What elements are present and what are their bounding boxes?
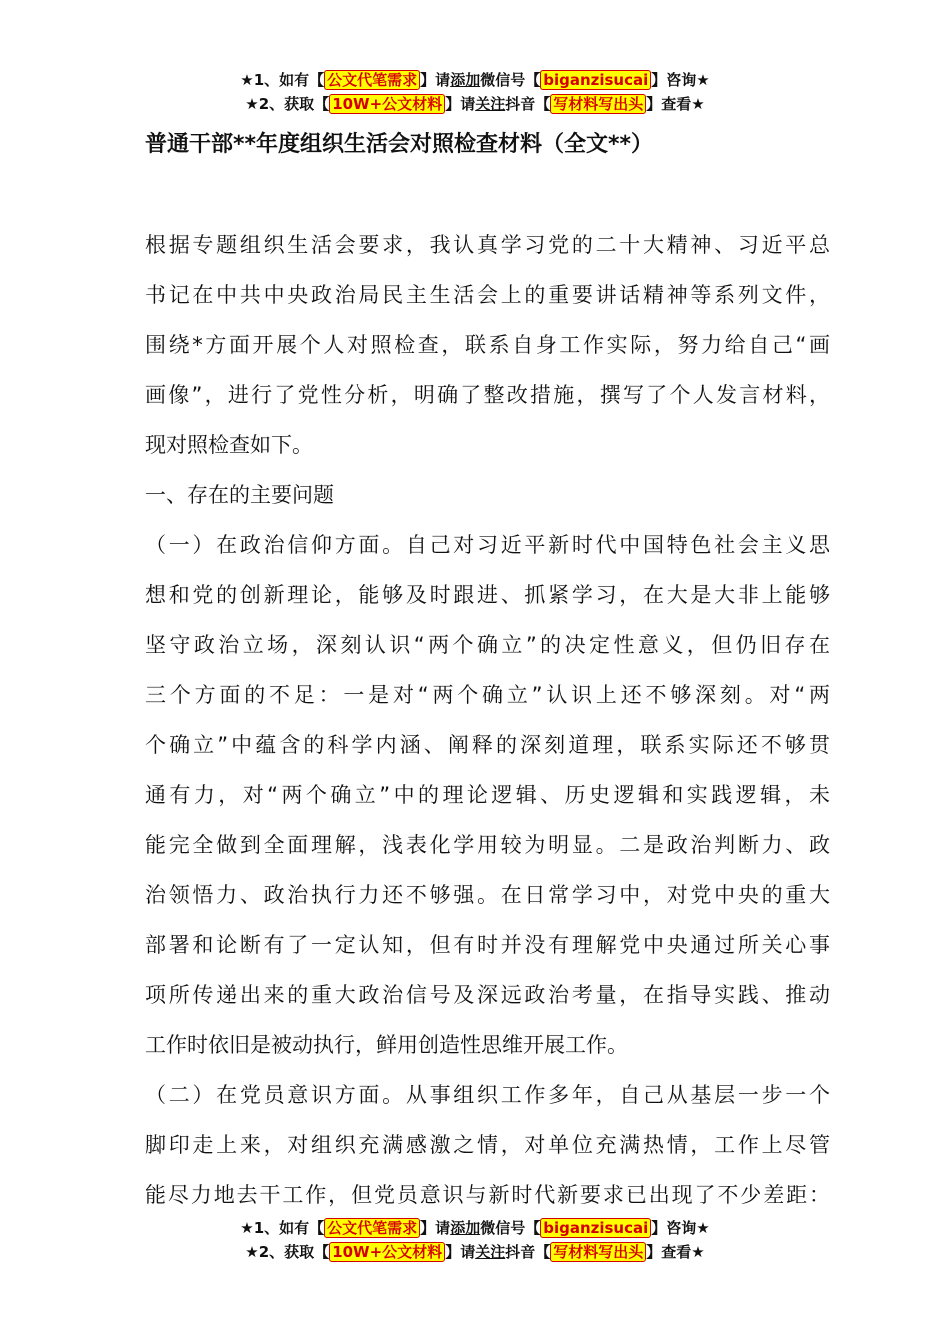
promo-emphasis: 添加 — [450, 1219, 481, 1237]
promo-highlight: 10W+公文材料 — [329, 94, 445, 114]
text-line: 根据专题组织生活会要求，我认真学习党的二十大精神、习近平总 — [145, 233, 830, 257]
text-line: 一、存在的主要问题 — [145, 483, 334, 507]
promo-text: 】请 — [445, 95, 476, 113]
text-line: 画像”，进行了党性分析，明确了整改措施，撰写了个人发言材料， — [145, 383, 830, 407]
document-body — [145, 220, 830, 1220]
promo-text: ★2、获取【 — [245, 1243, 330, 1261]
promo-wechat-id: biganzisucai — [540, 70, 651, 90]
header-promo-banner — [0, 68, 950, 116]
text-line: 项所传递出来的重大政治信号及深远政治考量，在指导实践、推动 — [145, 983, 830, 1007]
text-line: 三个方面的不足：一是对“两个确立”认识上还不够深刻。对“两 — [145, 683, 830, 707]
promo-wechat-id: biganzisucai — [540, 1218, 651, 1238]
text-line: 部署和论断有了一定认知，但有时并没有理解党中央通过所关心事 — [145, 933, 830, 957]
promo-line-2 — [0, 92, 950, 116]
text-line: （二）在党员意识方面。从事组织工作多年，自己从基层一步一个 — [145, 1083, 830, 1107]
text-line: 想和党的创新理论，能够及时跟进、抓紧学习，在大是大非上能够 — [145, 583, 830, 607]
promo-text: ★1、如有【 — [240, 71, 325, 89]
text-line: 脚印走上来，对组织充满感激之情，对单位充满热情，工作上尽管 — [145, 1133, 830, 1157]
text-line: 坚守政治立场，深刻认识“两个确立”的决定性意义，但仍旧存在 — [145, 633, 830, 657]
text-line: 工作时依旧是被动执行，鲜用创造性思维开展工作。 — [145, 1033, 628, 1057]
text-line: 能完全做到全面理解，浅表化学用较为明显。二是政治判断力、政 — [145, 833, 830, 857]
party-awareness-paragraph — [145, 1070, 830, 1220]
promo-line-1 — [0, 1216, 950, 1240]
text-line: 个确立”中蕴含的科学内涵、阐释的深刻道理，联系实际还不够贯 — [145, 733, 830, 757]
promo-text: 】咨询★ — [651, 1219, 710, 1237]
promo-emphasis: 关注 — [475, 95, 506, 113]
text-line: 治领悟力、政治执行力还不够强。在日常学习中，对党中央的重大 — [145, 883, 830, 907]
text-line: 围绕*方面开展个人对照检查，联系自身工作实际，努力给自己“画 — [145, 333, 830, 357]
promo-line-2 — [0, 1240, 950, 1264]
promo-text: 】查看★ — [646, 95, 705, 113]
promo-highlight: 10W+公文材料 — [329, 1242, 445, 1262]
promo-text: 】咨询★ — [651, 71, 710, 89]
text-line: 现对照检查如下。 — [145, 433, 313, 457]
promo-text: 微信号【 — [480, 1219, 541, 1237]
intro-paragraph — [145, 220, 830, 470]
promo-text: ★1、如有【 — [240, 1219, 325, 1237]
text-line: 能尽力地去干工作，但党员意识与新时代新要求已出现了不少差距： — [145, 1183, 830, 1207]
promo-text: 微信号【 — [480, 71, 541, 89]
text-line: （一）在政治信仰方面。自己对习近平新时代中国特色社会主义思 — [145, 533, 830, 557]
section-heading — [145, 470, 830, 520]
promo-text: 抖音【 — [505, 95, 551, 113]
footer-promo-banner — [0, 1216, 950, 1264]
promo-text: 】请 — [420, 1219, 451, 1237]
promo-emphasis: 添加 — [450, 71, 481, 89]
promo-text: 】请 — [420, 71, 451, 89]
promo-douyin-account: 写材料写出头 — [550, 1242, 646, 1262]
promo-douyin-account: 写材料写出头 — [550, 94, 646, 114]
document-title: 普通干部**年度组织生活会对照检查材料（全文**） — [145, 132, 654, 157]
text-line: 通有力，对“两个确立”中的理论逻辑、历史逻辑和实践逻辑，未 — [145, 783, 830, 807]
promo-text: 抖音【 — [505, 1243, 551, 1261]
promo-highlight: 公文代笔需求 — [324, 70, 420, 90]
text-line: 书记在中共中央政治局民主生活会上的重要讲话精神等系列文件， — [145, 283, 830, 307]
political-belief-paragraph — [145, 520, 830, 1070]
promo-text: ★2、获取【 — [245, 95, 330, 113]
promo-emphasis: 关注 — [475, 1243, 506, 1261]
promo-line-1 — [0, 68, 950, 92]
promo-text: 】查看★ — [646, 1243, 705, 1261]
promo-highlight: 公文代笔需求 — [324, 1218, 420, 1238]
promo-text: 】请 — [445, 1243, 476, 1261]
